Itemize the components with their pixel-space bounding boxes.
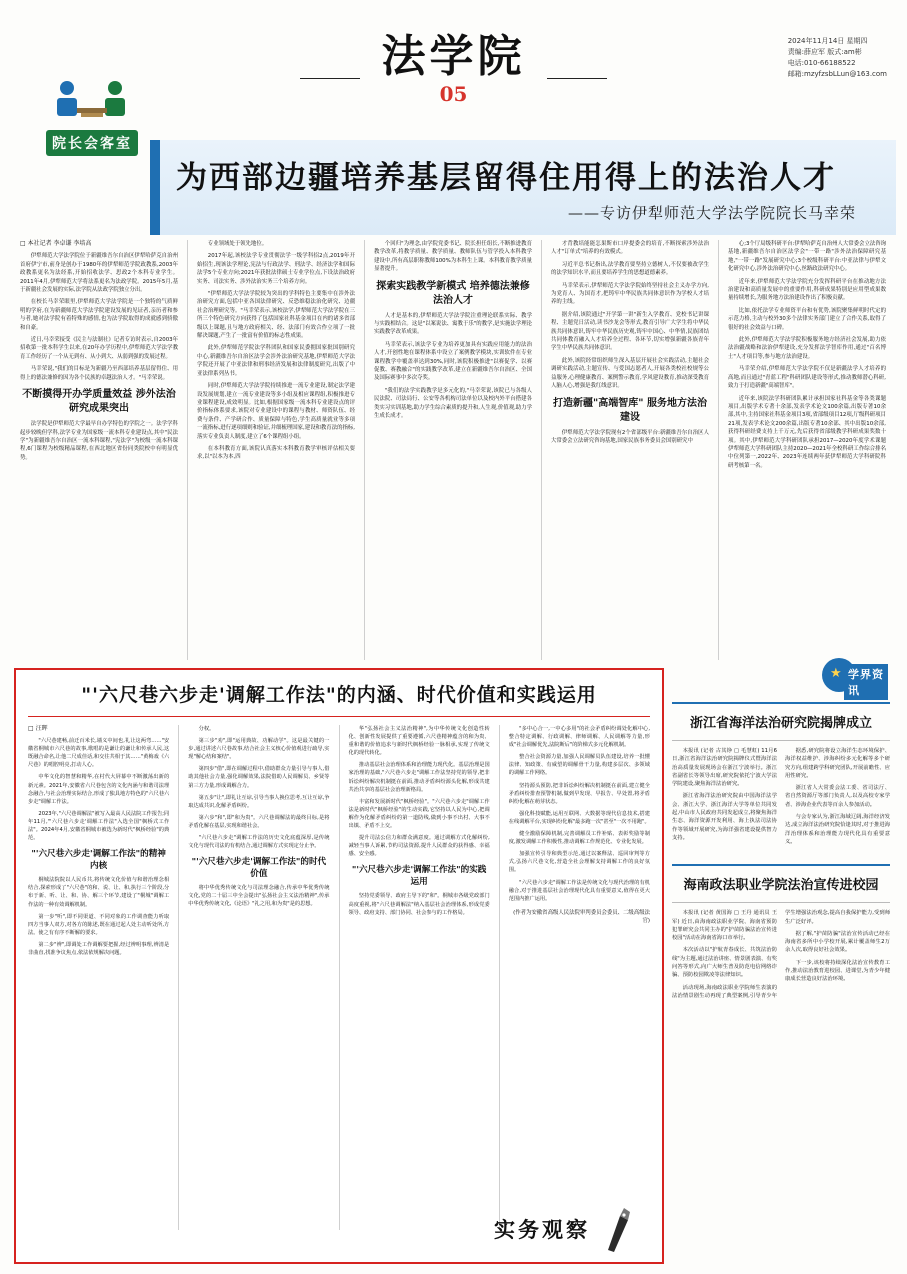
paragraph: "六尺巷六步走"调解工作法的历史文化底蕴深厚,是传统文化与现代司法的有机结合,通过调解方式实现定分止争。 [188,835,330,850]
paragraph: 马幸荣介绍,伊犁师范大学法学院不仅是新疆法学人才培养的高地,而且通过"青蓝工程"科研团队建设等形式,推动教师潜心科研,致力于打造新疆"高端智库"。 [728,366,886,390]
feature-subheading: "'六尺巷六步走'调解工作法"的精神内核 [31,849,166,872]
feature-author-note: (作者为安徽省高级人民法院审判委员会委员、二级高级法官) [513,909,650,924]
paragraph: "我们的法学实践教学是多元化的,"马幸荣说,该院已与各级人民法院、司法局行、公安等各机构司法单位以及校内外平台搭建各类实习实训基地,助力学生综合素质的提升和,人生观,价值观,助力学生成长成才。 [374,387,532,420]
paragraph: 强化科技赋能,运用互联网、大数据等现代信息技术,搭建在线调解平台,实现纠纷化解"最多跑一次"甚至"一次不用跑"。 [508,810,650,825]
paragraph: 在校长马幸荣眼里,伊犁师范大学法学院是一个独特的气质鲜明的学府,在为新疆师范大学法学院建设发展的见证者,亲历者和参与者,她对法学院有着特殊的感情,也为法学院取得的成就感到骄傲和自豪。 [20,299,178,331]
feature-byline: □ 汪晖 [28,725,48,732]
paragraph: "伊犁师范大学法学院较为突出的学科特色主要集中在涉外法治研究方面,包括中亚各国法律研究、反恐维稳法治化研究、边疆社会治理研究等。"马幸荣表示,该校法学,伊犁师范大学法学院在三所三个特色研究方向获得了包括国家社科基金项目在内的诸多省部级以上课题,且与地方政府相关、经、法部门有效合作立项了一批解决课题,产生了一批富有价值的标志性成果。 [197,291,355,340]
feature-column-4 [509,725,650,1230]
news-brief-item [672,702,890,848]
page-number: 05 [439,82,468,106]
section-stamp [494,1200,644,1252]
paragraph: 浙江省海洋法治研究院由中国海洋法学会、浙江大学、浙江海洋大学等单位共同发起,中山市人民政府共同发起成立,将聚焦海洋生态、海洋资源开发利用、海上执法司法协作等领域开展研究,为海洋强省建设提供智力支持。 [672,793,777,841]
section-logo [26,78,158,162]
rail-accent-rule [672,702,890,704]
paragraph: 华"弘扬社会主义法治精神",为中华传统文化创造性转化、创新性发展提供了重要遵循,六尺巷精神蕴含的和为贵、重和谐的价值追求与新时代枫桥经验一脉相承,实现了传统文化的现代转化。 [348,726,490,757]
feature-column-1 [28,725,169,1230]
paragraph: 浙江省人大常委会法工委、省司法厅、省自然资源厅等部门负责人,以及高校专家学者、涉海企业代表等百余人参加活动。 [785,785,890,808]
column-divider [178,725,179,1230]
meta-line-phone: 电话:010-66188522 [787,59,856,67]
paragraph: 活动现场,海南政法职业学院师生表演的法治情景剧生动再现了典型案例,引导青少年学生增强法治观念,提高自我保护能力,受到师生广泛好评。 [672,910,890,999]
feature-subheading: "'六尺巷六步走'调解工作法"的时代价值 [191,857,327,880]
paragraph: 第三步"劝",即"运用典故、功解动学"。这是最关键的一步,通过讲述六尺巷故事,结合社会主义核心价值观进行疏导,实现"解心结和案结"。 [188,738,330,761]
article-column-2 [197,240,355,660]
article-column-1 [20,240,178,660]
paragraph: 分权。 [198,726,215,732]
news-brief-title: 海南政法职业学院法治宣传进校园 [683,878,879,894]
article-column-5 [728,240,886,660]
feature-article [14,668,664,1264]
column-divider [541,240,542,660]
article-subheading: 探索实践教学新模式 培养德法兼修法治人才 [376,280,530,306]
paragraph: 第二步"辨",即调处工作调解要把握,经过辨明事理,辨清是非曲直,找准争议焦点,依法依规解决问题。 [28,941,170,956]
paragraph: 第四步"借",即在调解过程中,借助群众力量引导与事人,借助其他社会力量,强化调解效果,法院借助人民调解员、乡贤等第三方力量,形成调解合力。 [188,766,330,789]
news-brief-rail [672,668,890,1260]
paragraph: 下一步,该校将持续深化法治宣传教育工作,推动法治教育进校园、进课堂,为青少年健康成长营造良好法治环境。 [785,959,890,983]
paragraph: 习近平总书记指出,法学教育要坚持立德树人,不仅要被改学生的法学知识水平,而且要培养学生的思想道德素养。 [551,261,709,277]
paragraph: 据了解,"护苗防骗"法治宣传活动已经在海南省多所中小学校开展,累计覆盖师生2万余人次,取得良好社会效果。 [785,930,890,954]
masthead-rule-left [300,78,360,79]
meta-line-date: 2024年11月14日 星期四 [787,37,868,45]
section-logo-label: 院长会客室 [46,130,138,156]
paragraph: 提升司法公信力和群众满意度。通过调解方式化解纠纷,减轻当事人诉累,节约司法资源,提升人民群众的获得感、幸福感、安全感。 [348,835,490,858]
paragraph: 据悉,研究院将设立海洋生态环境保护、海洋权益维护、涉海纠纷多元化解等多个研究方向,组建跨学科研究团队,开展前瞻性、应用性研究。 [785,748,890,779]
section-stamp-label: 实务观察 [494,1217,590,1242]
meta-line-editor: 责编:薛应军 版式:am彬 [787,48,862,56]
paragraph: 据介绍,该院通过"开学第一讲"新生入学教育、党校书记讲课程、主题党日活动,读书沙龙会等形式,教育引导广大学生将中华民族共同体意识,铸牢中华民族历史观,铸牢中国心、中华情,民族团结共同体教育融入人才培养全过程、各环节,切实增强新疆各族青年学生中华民族共同体意识。 [551,311,709,352]
paragraph: 马幸荣说,"我们的目标是为新疆乃至西部培养基层留得住、用得上的德法兼修的因为各个民族的卓越法治人才。"马幸荣说。 [20,366,178,381]
paragraph: 2023年,"六尺巷调解法"被写入最高人民法院工作报告;同年11月,"'六尺巷六步走'调解工作法"入选全国"枫桥式工作法"。2024年4月,安徽省桐城市被选为新时代"枫桥经验"的典范。 [28,810,170,842]
paragraph: 马幸荣表示,伊犁师范大学法学院始终坚持社会主义办学方向,为党育人、为国育才,把铸牢中华民族共同体意识作为学校人才培养的主线。 [551,282,709,306]
paragraph: 专业领域处于领先地位。 [207,241,268,247]
masthead-meta [788,36,887,80]
feature-column-3 [349,725,490,1230]
paragraph: 健全激励保障机制,完善调解员工作补贴、表彰奖励等制度,激发调解工作积极性,推动调解工作规范化、专业化发展。 [508,831,650,846]
paragraph: 近年来,该院法学科研团队累计承担国家社科基金等各类课题项目,出版学术专著十余部,发表学术论文100余篇,出版专著10余部,其中,主持国家社科基金项目3项,省部级项目12项,厅级科研项目21项,发表学术论文200余篇,出版专著10余部、其中出版10余部,获得科研经费支持上千万元,先后获得省部级教学科研成果奖数十项。其中,伊犁师范大学科研团队承担2017—2020年度学术课题伊犁师范大学科研团队主持2020—2021年全校科研工作综合排名中位列第一,2022年、2023年连续两年获伊犁师范大学科研院科研考核第一名。 [728,395,886,469]
paragraph: 第一步"听",即不同渠道、不同对象的工作调查能力听取四方当事人双方,对各方的陈述,既在通过起人处主动听处所,方法。使之有有序不断解的要求。 [28,913,170,936]
paragraph: 此外,伊犁师范学院法学科团队和国家民委拥国家批国别研究中心,新疆维吾尔自治区法学会涉外法治研究基地,伊犁师范大学法学院还开展了中亚法律和刑事经济发展和法律制度研究,出版了中亚法律系列丛书。 [197,345,355,377]
paragraph: 本次活动以"护航青春成长、共筑法治防线"为主题,通过法治讲座、情景剧表演、有奖问答等形式,向广大师生普及防范电信网络诈骗、预防校园欺凌等法律知识。 [672,947,777,979]
paragraph: 在本科教育方面,该院认真落实本科教育教学审核评估相关要求,以"以本为本,四 [197,445,355,461]
paragraph: "多中心合一,一中心多用"的社会矛盾纠纷调处化解中心,整合特定调解、行政调解、律师调解、人民调解等力量,形成"社会调解优先,法院断后"的阶梯式多元化解机制。 [508,726,650,749]
paragraph: "六尺巷建畅,前迁百米长,墙义中间也,礼让这两弯……"安徽省桐城市六尺巷的故事,歌唱的是谦让的谦让和传承人民,这既融合命名,让他二尺成佳话,和交往共相于其……"黄梅戏《六尺巷》的唱腔明亮,打动人心。 [28,738,170,769]
article-column-3 [374,240,532,660]
paragraph: 此外,伊犁师范大学法学院积极服务地方经济社会发展,助力依法治疆战略和法治伊犁建设,充分发挥法学智库作用,通过"百名博士"人才项目等,参与地方法治建设。 [728,337,886,360]
meta-line-email: 邮箱:mzyfzsbLLun@163.com [787,70,887,78]
paragraph: 桐城法院院以人民币共,将传统文化价值与和谐治理念相结合,探索形成了"六尺巷"的和、说、让、和,执行三个阶段,分布于新、听、让、和、协、解三个环节,建设了"桐城"调解工作法的一种有效调解机制。 [28,877,170,908]
rail-divider [672,740,890,741]
paragraph: 伊犁师范大学法学院现有2个省部级平台:新疆维吾尔自治区人大常委会立法研究咨询基地,国家民族事务委员会国别研究中 [551,429,709,444]
feature-title: "'六尺巷六步走'调解工作法"的内涵、时代价值和实践运用 [81,684,597,706]
paragraph: 此外,该院经常组织师生深入基层开展社会实践活动,主题社会调研实践活动,主题宣传、与爱国志愿者人,开展各类校社校规等公益服务,心理健康教育、案例警示教育,学风建设教育,推动深受教育人脑人心,增强是我红线意识。 [551,357,709,390]
paragraph: 比如,依托法学专业师资平台和有优势,该院聚集鲜明时代定的示范力格,主动与校外30多个法律实务部门建立了合作关系,取得了很好的社会效益与口碑。 [728,307,886,331]
paragraph: 2017年起,该校法学专业贯彻法学一级学科招2点,2019年开始招生,现该法学理论,宪法与行政法学、刑法学、经济法学和国际法学5个专业方向;2021年获批法律硕士专业学位点,下设法治政府实务、司法实务、涉外法治实务三个培养方向。 [197,253,355,285]
article-byline: □ 本社记者 李卓谦 李培高 [20,240,92,247]
paragraph: "六尺巷六步走"调解工作法是传统文化与现代治理的有机融合,对于推进基层社会治理现代化具有重要意义,值得在更大范围内推广运用。 [508,879,650,902]
paragraph: 中华文化的智慧和精华,在村代大屏幕中不断激荡出新的新元素。2021年,安徽省六尺巷包含的文化内涵与和谐司法理念融合,与社会治理实际结合,形成了独具地方特色的"六尺巷六步走"调解工作法。 [28,774,170,805]
feature-subheading: "'六尺巷六步走'调解工作法"的实践运用 [351,865,487,888]
top-article [20,240,886,660]
column-divider [187,240,188,660]
article-subheading: 打造新疆"高端智库" 服务地方法治建设 [553,397,707,423]
masthead-rule-right [547,78,607,79]
news-brief-item [672,864,890,1000]
paragraph: 推动基层社会治理体系和治理能力现代化。基层治理是国家治理的基础,"六尺巷六步走"调解工作法坚持党的领导,把非诉讼纠纷解决机制挺在前面,推动矛盾纠纷源头化解,形成共建共治共享的基层社会治理新格局。 [348,762,490,793]
paragraph: 近年来,伊犁师范大学法学院充分发挥科研平台在推动地方法治建设和高质量发展中的重要作用,科研成果特别是应用型成果数量持续增长,为服务地方法治建设作出了积极贡献。 [728,278,886,302]
paragraph: 人才是基本的,伊犁师范大学法学院注重理论联系实际、教学与实践相结合。这是"以案说法、寓教于乐"的教学,是实施法学理论实践教学改革成果。 [374,312,532,336]
paragraph: 法学院是伊犁师范大学最早自办学特色的学院之一。法学学科起步较晚但学科,法学专业为国家级一流本科专业建设点,其中"民法学"为新疆维吾尔自治区一流本科课程,"宪法学"为校级一流本科课程,6门课程为校级精品课程,在西北地区省份同类院校中有明显优势。 [20,421,178,461]
news-brief-title: 浙江省海洋法治研究院揭牌成立 [689,716,872,731]
news-brief-byline: 本报讯 (记者 古其铮 □ 毛慧虹) 11月6日,浙江省海洋法治研究院揭牌仪式暨海洋法治高质量发展现场会在浙江宁波举行。浙江省副省长等领导出席,研究院依托宁波大学法学院建设,聚焦海洋法治研究。 [672,748,777,788]
paragraph: 才背教培能能怎果斯市口岸提委会的培育,不断探索涉外法治人才"订单式"培养的有效模式。 [551,241,709,256]
paragraph: 第五步"让",即礼让互谅,引导当事人换位思考,互让互谅,争取达成共识,化解矛盾纠纷。 [188,794,330,809]
paragraph: 马幸荣表示,该法学专业为培养更加具有实践应用能力的法治人才,开创性地在课程体系中设立了案例教学模块,实训软件在专业课程教学中覆盖率达到30%,同时,该院积极推进"以赛促学、以赛促教、赛教融合"的实践教学改革,建立在新疆维吾尔自治区、全国及国际赛事中多次夺奖。 [374,341,532,382]
page-title: 法学院 [381,31,526,82]
article-subheading: 不断摸得开办学质量效益 涉外法治研究成果突出 [22,389,176,415]
headline-main: 为西部边疆培养基层留得住用得上的法治人才 [176,160,836,196]
paragraph: 伊犁师范大学法学院位于新疆维吾尔自治区伊犁哈萨克自治州首府伊宁市,前身是创办于1980年的伊犁师范学院政教系,2003年政教系更名为法经系,开始招收法学、思政2个本科专业学生。2011年4月,伊犁师范大学将法系更名为法政学院。2015年5月,基于新疆社会发展的实际,法学院从法政学院独立分出。 [20,253,178,294]
star-badge-icon: ★ 学界资讯 [822,654,888,696]
headline-sub: ——专访伊犁师范大学法学院院长马幸荣 [567,204,856,222]
column-divider [499,725,500,1230]
article-column-4 [551,240,709,660]
paragraph: 坚持党委领导、政府主导下的"和"。桐城市各级党政部门高度重视,将"六尺巷调解法"纳入基层社会治理体系,形成党委领导、政府支持、部门协同、社会参与的工作格局。 [348,893,490,916]
feature-column-2 [188,725,329,1230]
paragraph: 第六步"和",即"和为贵"。六尺巷调解法的最终目标,是将矛盾化解在基层,实现和谐社会。 [188,814,330,829]
people-meeting-icon [37,78,147,126]
paragraph: 近日,马幸荣接受《民主与法制社》记者专访时表示,自2003年招收第一批本科学生以来,在20年办学历程中,伊犁师范大学法学教育工作经历了一个从无到有、从小到大、从弱到强的发展过程。 [20,337,178,360]
paragraph: 丰富和发展新时代"枫桥经验"。"六尺巷六步走"调解工作法是新时代"枫桥经验"的生动实践,它坚持以人民为中心,把调解作为化解矛盾纠纷的第一道防线,做到小事不出村、大事不出镇、矛盾不上交。 [348,798,490,830]
rail-badge-label: 学界资讯 [844,664,888,700]
fountain-pen-icon [600,1206,638,1252]
headline-banner [150,140,896,235]
news-brief-byline: 本报讯 (记者 黄国海 □ 王丹 通讯员 王军) 近日,由海南政法职业学院、海南省预防犯罪研究会共同主办的"护苗防骗法治宣传进校园"活动在海南省海口市举行。 [672,910,777,942]
paragraph: 坚持源头预防,把非诉讼纠纷解决机制挺在前面,建立健全矛盾纠纷排查预警机制,做到早发现、早报告、早处置,将矛盾纠纷化解在萌芽状态。 [508,782,650,805]
paragraph: 个回归"为理念,由学院党委书记、院长担任组长,不断推进教育教学改革,将教学质量、教学质量、教师队伍与管学投入本科教学建设中,所有高层职称教师100%为本科生上课。本科教育教学质量显著提升。 [374,241,532,273]
column-divider [364,240,365,660]
paragraph: 心;3个厅局级科研平台:伊犁哈萨克自治州人大常委会立法咨询基地,新疆维吾尔自治区法学会"一带一路"涉外法治保障研究基地,"一带一路"发展研究中心;3个校级科研平台:中亚法律与伊犁文化研究中心,涉外法治研究中心,丝路政法研究中心。 [728,241,887,273]
column-divider [339,725,340,1230]
paragraph: 将中华优秀传统文化与司法理念融合,传承中华优秀传统文化,党的二十届三中全会提出"弘扬社会主义法治精神",传承中华优秀传统文化,《论语》"礼之用,和为贵"是的思想。 [188,885,330,908]
paragraph: 与会专家认为,浙江海域辽阔,海洋经济发达,成立海洋法治研究院恰逢其时,对于推进海洋治理体系和治理能力现代化具有重要意义。 [785,814,890,845]
headline-accent-bar [154,140,160,235]
rail-accent-rule [672,864,890,866]
rail-divider [672,902,890,903]
column-divider [718,240,719,660]
feature-divider [28,716,650,717]
paragraph: 同时,伊犁师范大学法学院持续推进一流专业建设,制定法学建设发展规划,建立一流专业建设等多小组及相应课程组,积极推进专业课程建设,成效明显。比如,根据国家级一流本科专业建设点的评价指标体系要求,该院对专业建设中的课程与教材、师资队伍、经费与条件、产学研合作、质量保障与特色,学生高质量就业等多项一流指标,进行逐项细则和验证,并细梳理国家,建设和教育法的指标,落实专业负责人制度,建立了6个课程组小组。 [197,383,355,440]
paragraph: 加强宣传引导和典型示范,通过以案释法、巡回审判等方式,弘扬六尺巷文化,营造全社会理解支持调解工作的良好氛围。 [508,851,650,874]
paragraph: 整合社会资源力量,加强人民调解员队伍建设,培养一批懂法律、知政策、有威望的调解骨干力量,构建多层次、多领域的调解工作网络。 [508,754,650,777]
